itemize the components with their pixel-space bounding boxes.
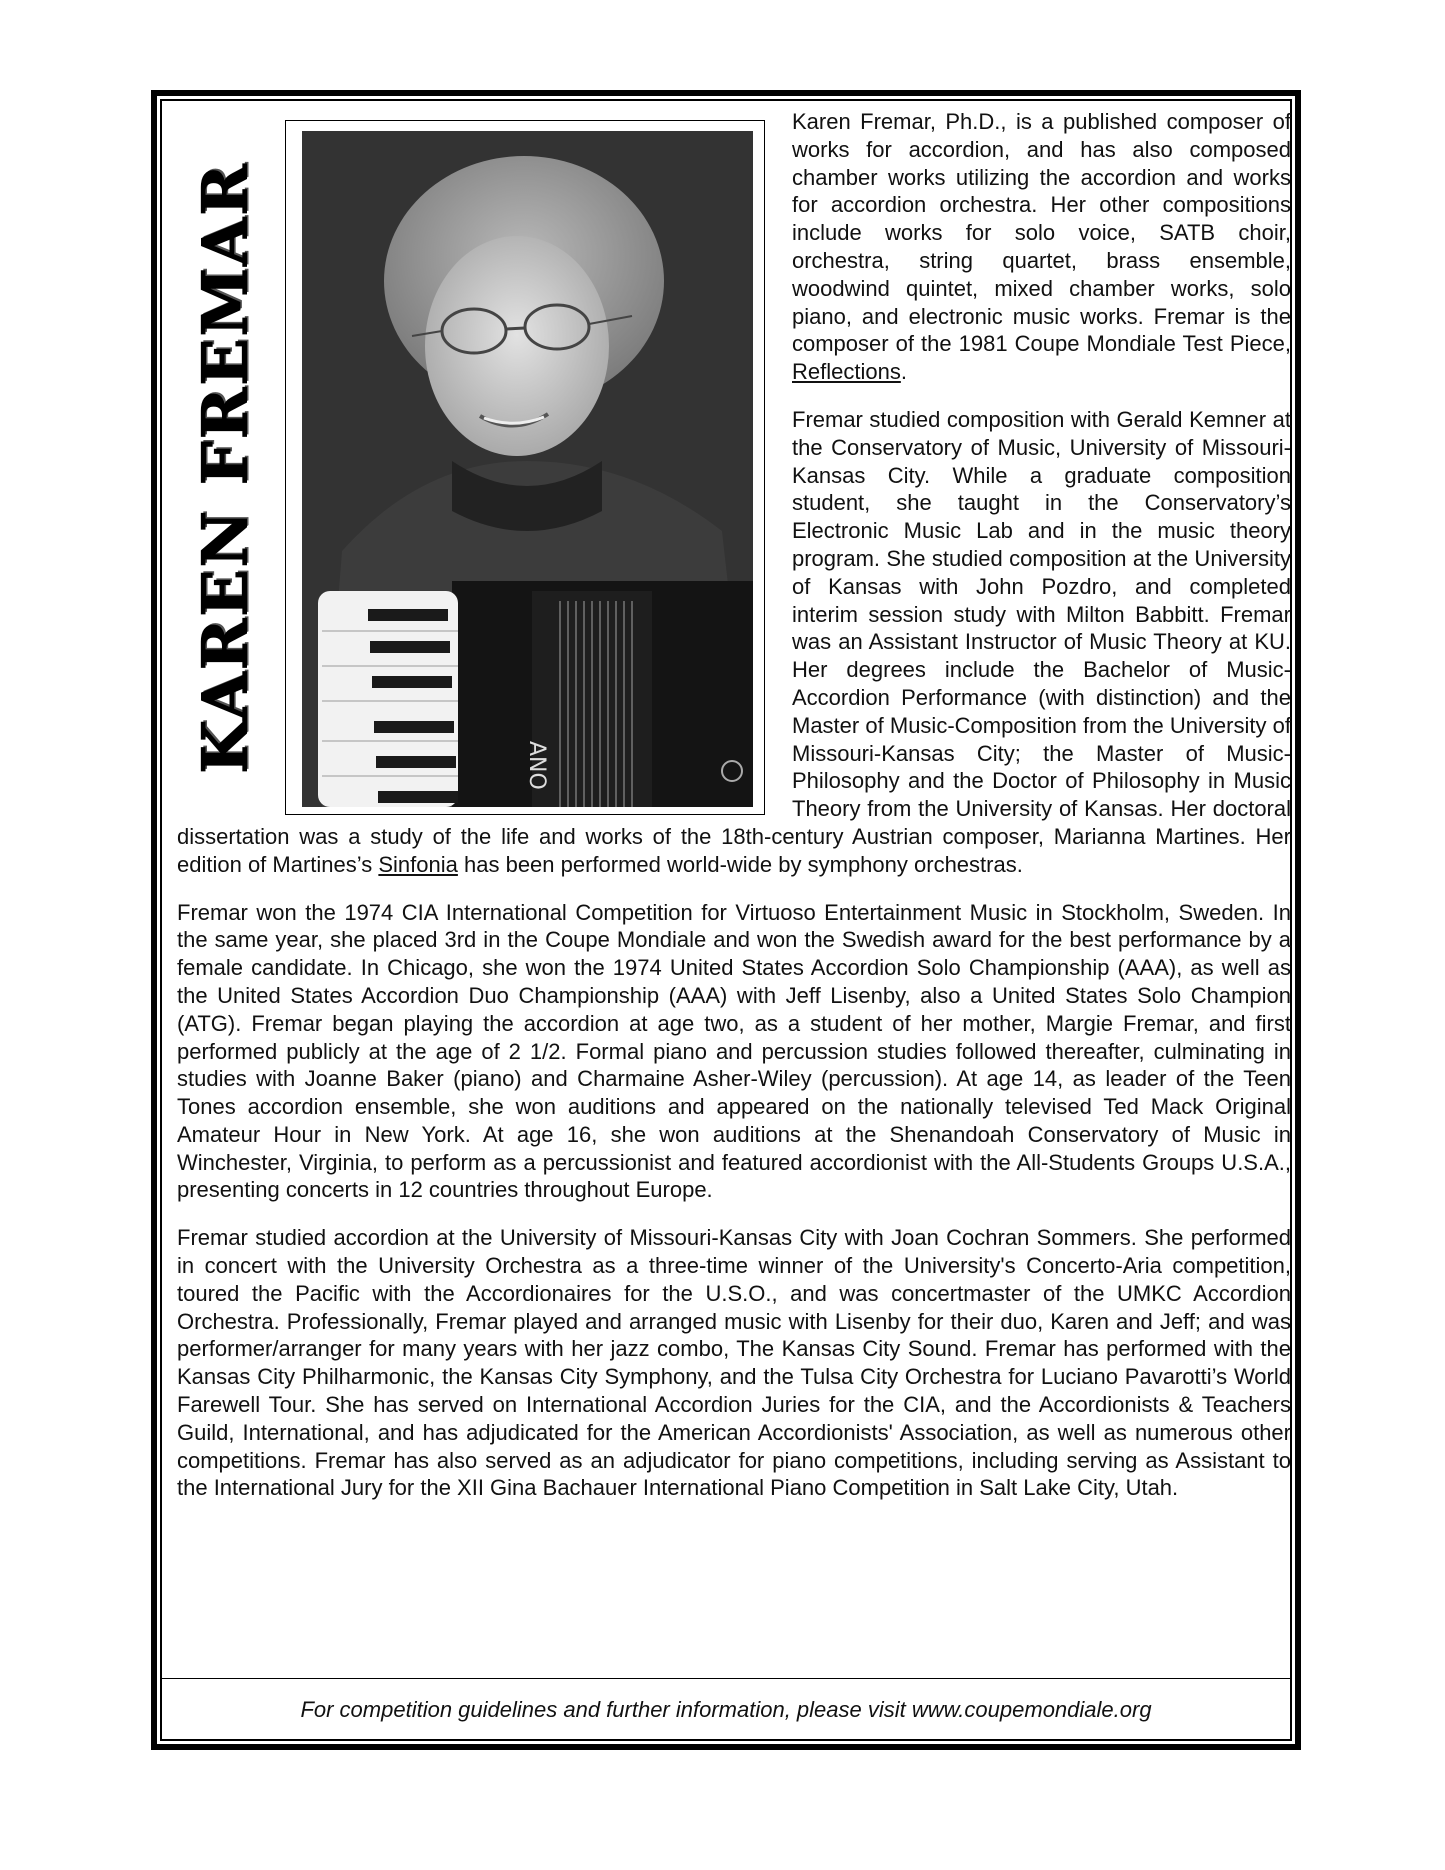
bio-paragraph-4: Fremar studied accordion at the University of Missouri-Kansas City with Joan Cochran Sommers. She performed in concert with the University Orchestra as a three-time winner of the University's Concerto-Aria competition, toured the Pacific with the Accordionaires for the U.S.O., and was concertmaster of the UMKC Accordion Orchestra. Professionally, Fremar played and arranged music with Lisenby for their duo, Karen and Jeff; and was performer/arranger for many years with her jazz combo, The Kansas City Sound. Fremar has performed with the Kansas City Philharmonic, the Kansas City Symphony, and the Tulsa City Orchestra for Luciano Pavarotti’s World Farewell Tour. She has served on International Accordion Juries for the CIA, and the Accordionists & Teachers Guild, International, and has adjudicated for the American Accordionists' Association, as well as numerous other competitions. Fremar has also served as an adjudicator for piano competitions, including serving as Assistant to the International Jury for the XII Gina Bachauer International Piano Competition in Salt Lake City, Utah.	[177, 1225, 1291, 1501]
bio-paragraph-2: Fremar studied composition with Gerald Kemner at the Conservatory of Music, University of Missouri-Kansas City. While a graduate composition student, she taught in the Conservatory’s Electronic Music Lab and in the music theory program. She studied composition at the University of Kansas with John Pozdro, and completed interim session study with Milton Babbitt. Fremar was an Assistant Instructor of Music Theory at KU. Her degrees include the Bachelor of Music-Accordion Performance (with distinction) and the Master of Music-Composition from the University of Missouri-Kansas City; the Master of Music-Philosophy and the Doctor of Philosophy in Music Theory from the University of Kansas. Her doctoral dissertation was a study of the life and works of the 18th-century Austrian composer, Marianna Martines. Her edition of Martines’s Sinfonia has been performed world-wide by symphony orchestras.	[177, 406, 1291, 877]
footer-note	[161, 1678, 1291, 1742]
biography	[177, 108, 1291, 1522]
photo-spacer	[177, 108, 792, 820]
bio-paragraph-1: Karen Fremar, Ph.D., is a published composer of works for accordion, and has also composed chamber works utilizing the accordion and works for accordion orchestra. Her other compositions include works for solo voice, SATB choir, orchestra, string quartet, brass ensemble, woodwind quintet, mixed chamber works, solo piano, and electronic music works. Fremar is the composer of the 1981 Coupe Mondiale Test Piece, Reflections.	[792, 109, 1291, 385]
vertical-title-text: KAREN FREMAR	[188, 162, 262, 774]
svg-text:ANO: ANO	[524, 741, 549, 790]
work-title-reflections: Reflections	[792, 359, 901, 385]
work-title-sinfonia: Sinfonia	[378, 851, 458, 877]
bio-paragraph-3: Fremar won the 1974 CIA International Competition for Virtuoso Entertainment Music in Stockholm, Sweden. In the same year, she placed 3rd in the Coupe Mondiale and won the Swedish award for the best performance by a female candidate. In Chicago, she won the 1974 United States Accordion Solo Championship (AAA), as well as the United States Accordion Duo Championship (AAA) with Jeff Lisenby, also a United States Solo Champion (ATG). Fremar began playing the accordion at age two, as a student of her mother, Margie Fremar, and first performed publicly at the age of 2 1/2. Formal piano and percussion studies followed thereafter, culminating in studies with Joanne Baker (piano) and Charmaine Asher-Wiley (percussion). At age 14, as leader of the Teen Tones accordion ensemble, she won auditions and appeared on the nationally televised Ted Mack Original Amateur Hour in New York. At age 16, she won auditions at the Shenandoah Conservatory of Music in Winchester, Virginia, to perform as a percussionist and featured accordionist with the All-Students Groups U.S.A., presenting concerts in 12 countries throughout Europe.	[177, 899, 1291, 1203]
footer-text: For competition guidelines and further information, please visit www.coupemondiale.org	[300, 1697, 1152, 1722]
